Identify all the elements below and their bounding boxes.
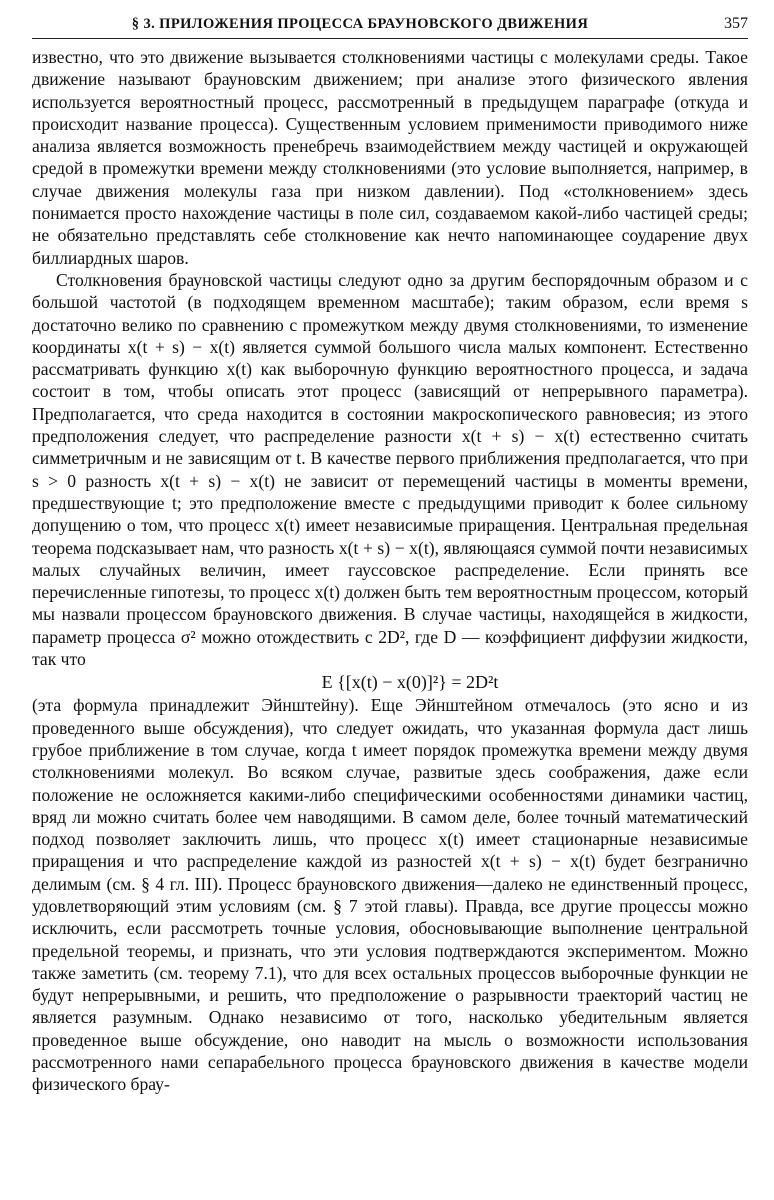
text-body: [32, 46, 748, 1096]
running-head: § 3. ПРИЛОЖЕНИЯ ПРОЦЕССА БРАУНОВСКОГО ДВИЖЕНИЯ: [131, 16, 589, 32]
paragraph-continued: известно, что это движение вызывается столкновениями частицы с молекулами среды. Такое движение называют брауновским движением; при анализе этого физического явления используется вероятностный процесс, рассмотренный в предыдущем параграфе (откуда и происходит название процесса). Существенным условием применимости приводимого ниже анализа является возможность пренебречь взаимодействием между частицей и окружающей средой в промежутки времени между столкновениями (это условие выполняется, например, в случае движения молекулы газа при низком давлении). Под «столкновением» здесь понимается просто нахождение частицы в поле сил, создаваемом какой-либо частицей среды; не обязательно представлять себе столкновение как нечто напоминающее соударение двух биллиардных шаров.: [32, 47, 748, 268]
page-number: 357: [724, 15, 748, 32]
paragraph: Столкновения брауновской частицы следуют одно за другим беспорядочным образом и с большой частотой (в подходящем временном масштабе); таким образом, если время s достаточно велико по сравнению с промежутком между двумя столкновениями, то изменение координаты x(t + s) − x(t) является суммой большого числа малых компонент. Естественно рассматривать функцию x(t) как выборочную функцию вероятностного процесса, и задача состоит в том, чтобы описать этот процесс (зависящий от непрерывного параметра). Предполагается, что среда находится в состоянии макроскопического равновесия; из этого предположения следует, что распределение разности x(t + s) − x(t) естественно считать симметричным и не зависящим от t. В качестве первого приближения предполагается, что при s > 0 разность x(t + s) − x(t) не зависит от перемещений частицы в моменты времени, предшествующие t; это предположение вместе с предыдущими приводит к более сильному допущению о том, что процесс x(t) имеет независимые приращения. Центральная предельная теорема подсказывает нам, что разность x(t + s) − x(t), являющаяся суммой почти независимых малых случайных величин, имеет гауссовское распределение. Если принять все перечисленные гипотезы, то процесс x(t) должен быть тем вероятностным процессом, который мы назвали процессом брауновского движения. В случае частицы, находящейся в жидкости, параметр процесса σ² можно отождествить с 2D², где D — коэффициент диффузии жидкости, так что: [32, 269, 748, 670]
paragraph: (эта формула принадлежит Эйнштейну). Еще Эйнштейном отмечалось (это ясно и из проведенного выше обсуждения), что следует ожидать, что указанная формула даст лишь грубое приближение в том случае, когда t имеет порядок промежутка времени между двумя столкновениями молекул. Во всяком случае, развитые здесь соображения, даже если положение не осложняется какими-либо специфическими особенностями динамики частиц, вряд ли можно считать более чем наводящими. В самом деле, более точный математический подход позволяет заключить лишь, что процесс x(t) имеет стационарные независимые приращения и что распределение каждой из разностей x(t + s) − x(t) будет безгранично делимым (см. § 4 гл. III). Процесс брауновского движения—далеко не единственный процесс, удовлетворяющий этим условиям (см. § 7 этой главы). Правда, все другие процессы можно исключить, если рассмотреть точные условия, обосновывающие выполнение центральной предельной теоремы, и признать, что эти условия подтверждаются экспериментом. Можно также заметить (см. теорему 7.1), что для всех остальных процессов выборочные функции не будут непрерывными, и решить, что предположение о разрывности траекторий частиц не является разумным. Однако независимо от того, насколько убедительным является проведенное выше обсуждение, оно наводит на мысль о возможности использования рассмотренного нами сепарабельного процесса брауновского движения в качестве модели физического брау-: [32, 695, 748, 1095]
display-formula: E {[x(t) − x(0)]²} = 2D²t: [321, 672, 499, 693]
page-header: [32, 14, 748, 39]
